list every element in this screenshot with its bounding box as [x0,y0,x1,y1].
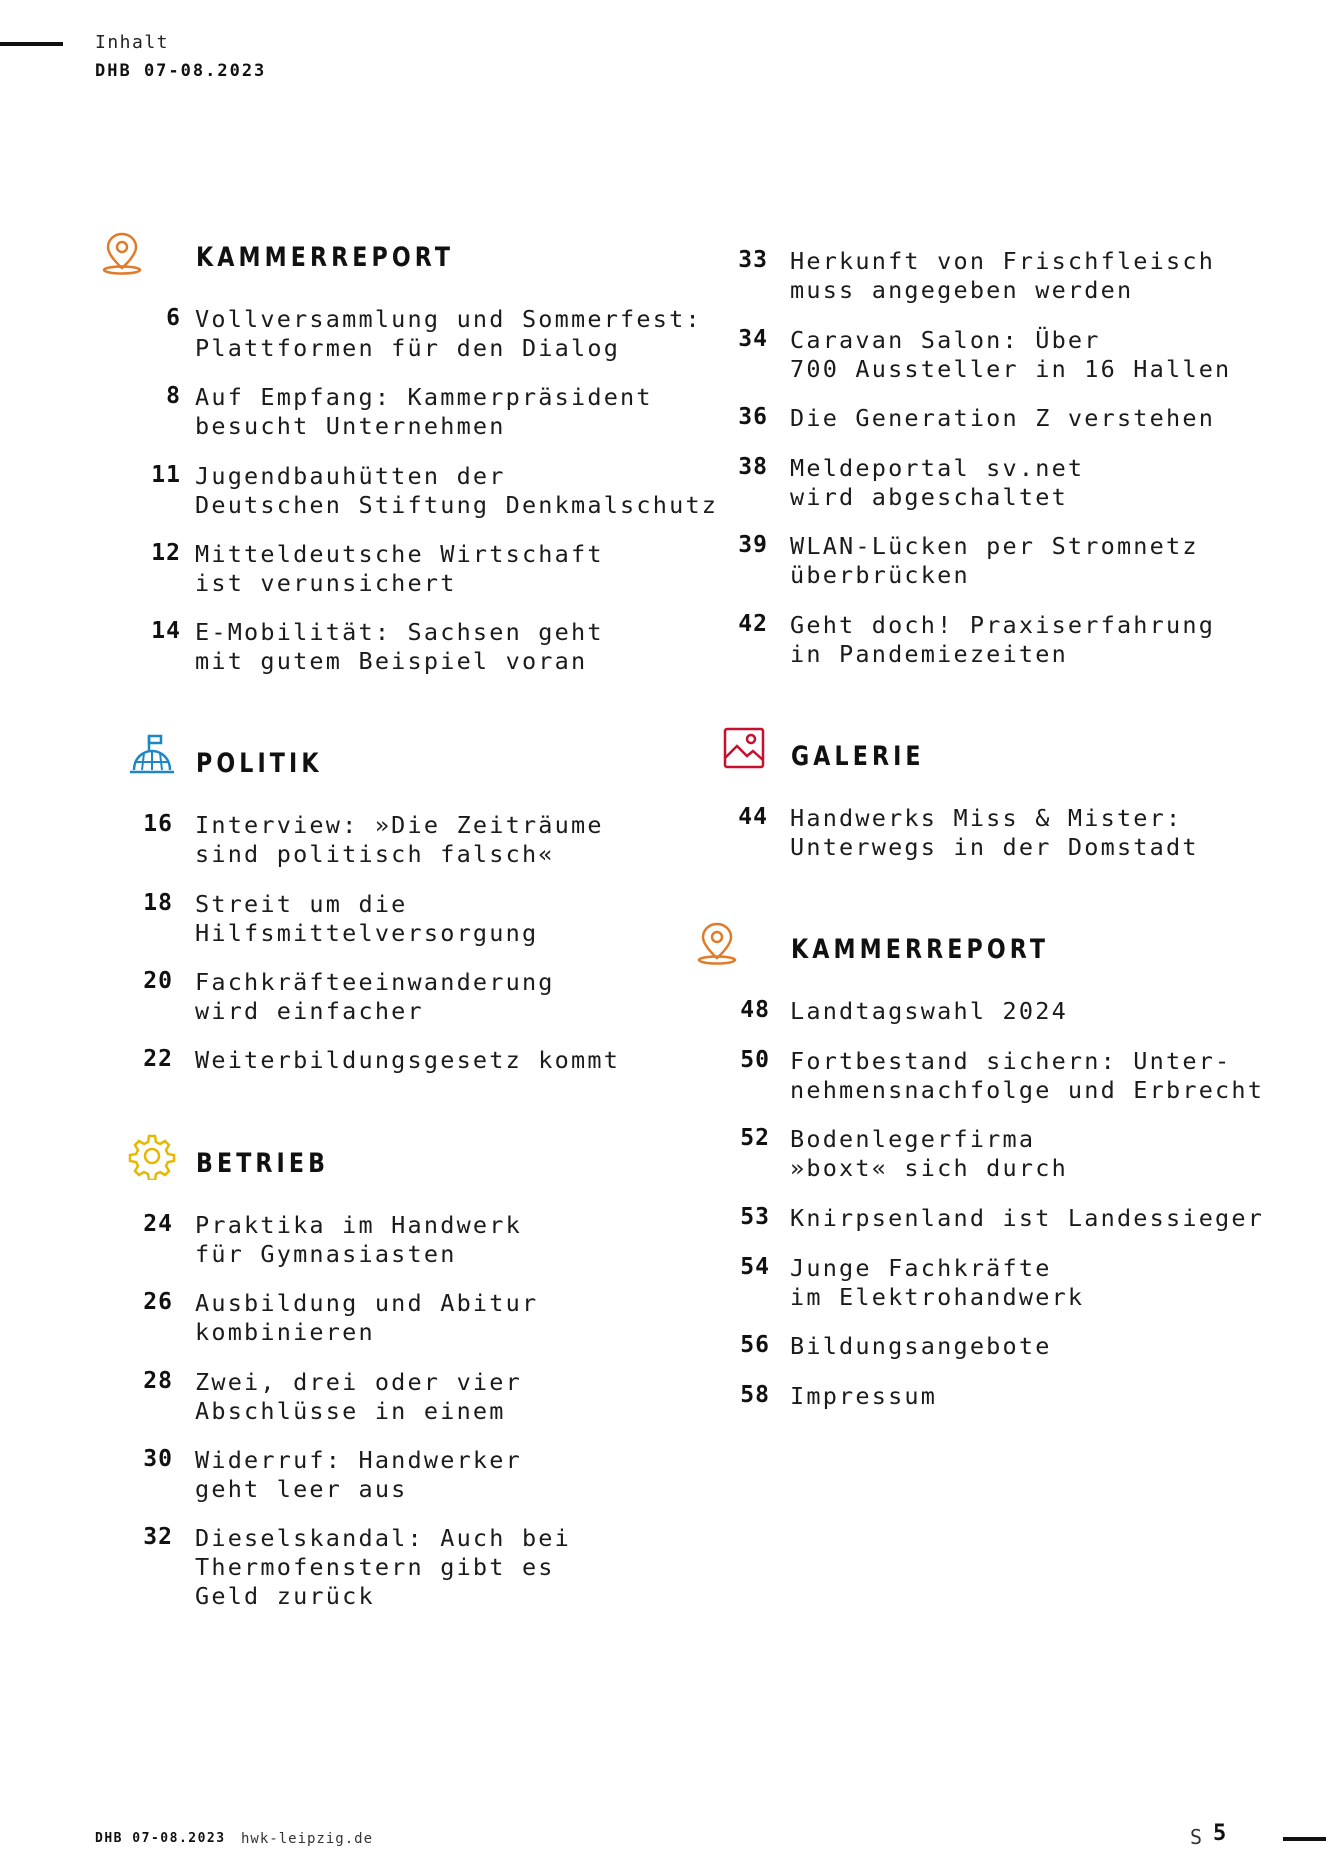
toc-page-number: 34 [738,326,768,352]
toc-title: Weiterbildungsgesetz kommt [195,1046,621,1074]
toc-page-number: 20 [143,968,173,994]
toc-page-number: 14 [151,618,181,644]
toc-title: Widerruf: Handwerker geht leer aus [195,1446,522,1503]
map-pin-icon [98,228,146,276]
toc-title: Fortbestand sichern: Unter- nehmensnachfolge und Erbrecht [790,1047,1265,1104]
toc-page-number: 42 [738,611,768,637]
section-title-kammerreport: KAMMERREPORT [196,242,455,273]
toc-page-number: 38 [738,454,768,480]
toc-page-number: 32 [143,1524,173,1550]
toc-page-number: 39 [738,532,768,558]
toc-title: Dieselskandal: Auch bei Thermofenstern gibt es Geld zurück [195,1524,572,1610]
toc-page-number: 18 [143,890,173,916]
toc-page-number: 22 [143,1046,173,1072]
toc-page-number: 28 [143,1368,173,1394]
toc-page-number: 36 [738,404,768,430]
toc-title: Jugendbauhütten der Deutschen Stiftung Denkmalschutz [195,462,719,519]
toc-title: Caravan Salon: Über 700 Aussteller in 16 Hallen [790,326,1232,383]
footer-issue: DHB 07-08.2023 [95,1831,226,1846]
toc-title: Bildungsangebote [790,1332,1052,1360]
toc-page-number: 26 [143,1289,173,1315]
toc-page-number: 50 [740,1047,770,1073]
toc-page-number: 24 [143,1211,173,1237]
toc-page-number: 12 [151,540,181,566]
header-label: Inhalt [95,32,170,53]
toc-title: Die Generation Z verstehen [790,404,1216,432]
toc-title: Knirpsenland ist Landessieger [790,1204,1265,1232]
toc-page-number: 16 [143,811,173,837]
toc-page-number: 53 [740,1204,770,1230]
toc-title: Bodenlegerfirma »boxt« sich durch [790,1125,1068,1182]
toc-page-number: 33 [738,247,768,273]
section-title-betrieb: BETRIEB [196,1148,330,1179]
section-title-kammerreport: KAMMERREPORT [791,934,1050,965]
toc-page-number: 44 [738,804,768,830]
toc-title: Streit um die Hilfsmittelversorgung [195,890,539,947]
toc-page-number: 54 [740,1254,770,1280]
section-title-galerie: GALERIE [791,741,925,772]
toc-title: Vollversammlung und Sommerfest: Plattformen für den Dialog [195,305,702,362]
footer-page-number: 5 [1213,1821,1227,1846]
toc-page-number: 30 [143,1446,173,1472]
toc-title: Meldeportal sv.net wird abgeschaltet [790,454,1085,511]
toc-page-number: 48 [740,997,770,1023]
toc-page-number: 58 [740,1382,770,1408]
section-title-politik: POLITIK [196,748,323,779]
gear-icon [128,1132,176,1180]
toc-title: Impressum [790,1382,938,1410]
map-pin-icon [693,918,741,966]
footer-rule [1283,1837,1326,1841]
header-rule [0,42,63,46]
toc-page-number: 56 [740,1332,770,1358]
image-icon [720,724,768,772]
header-issue: DHB 07-08.2023 [95,61,267,81]
toc-page-number: 52 [740,1125,770,1151]
toc-title: Zwei, drei oder vier Abschlüsse in einem [195,1368,522,1425]
toc-title: Ausbildung und Abitur kombinieren [195,1289,539,1346]
toc-page-number: 8 [166,383,181,409]
toc-title: Mitteldeutsche Wirtschaft ist verunsichert [195,540,604,597]
toc-page-number: 6 [166,305,181,331]
toc-title: Praktika im Handwerk für Gymnasiasten [195,1211,522,1268]
footer-page-prefix: S [1190,1825,1203,1849]
toc-title: Junge Fachkräfte im Elektrohandwerk [790,1254,1085,1311]
toc-title: WLAN-Lücken per Stromnetz überbrücken [790,532,1199,589]
toc-page-number: 11 [151,462,181,488]
toc-title: Geht doch! Praxiserfahrung in Pandemiezeiten [790,611,1216,668]
toc-title: Fachkräfteeinwanderung wird einfacher [195,968,555,1025]
toc-title: Landtagswahl 2024 [790,997,1068,1025]
toc-title: Handwerks Miss & Mister: Unterwegs in der Domstadt [790,804,1199,861]
toc-title: Interview: »Die Zeiträume sind politisch falsch« [195,811,604,868]
footer-url[interactable]: hwk-leipzig.de [241,1831,374,1847]
parliament-icon [128,732,176,780]
toc-title: Auf Empfang: Kammerpräsident besucht Unternehmen [195,383,653,440]
toc-title: E-Mobilität: Sachsen geht mit gutem Beispiel voran [195,618,604,675]
toc-title: Herkunft von Frischfleisch muss angegeben werden [790,247,1216,304]
